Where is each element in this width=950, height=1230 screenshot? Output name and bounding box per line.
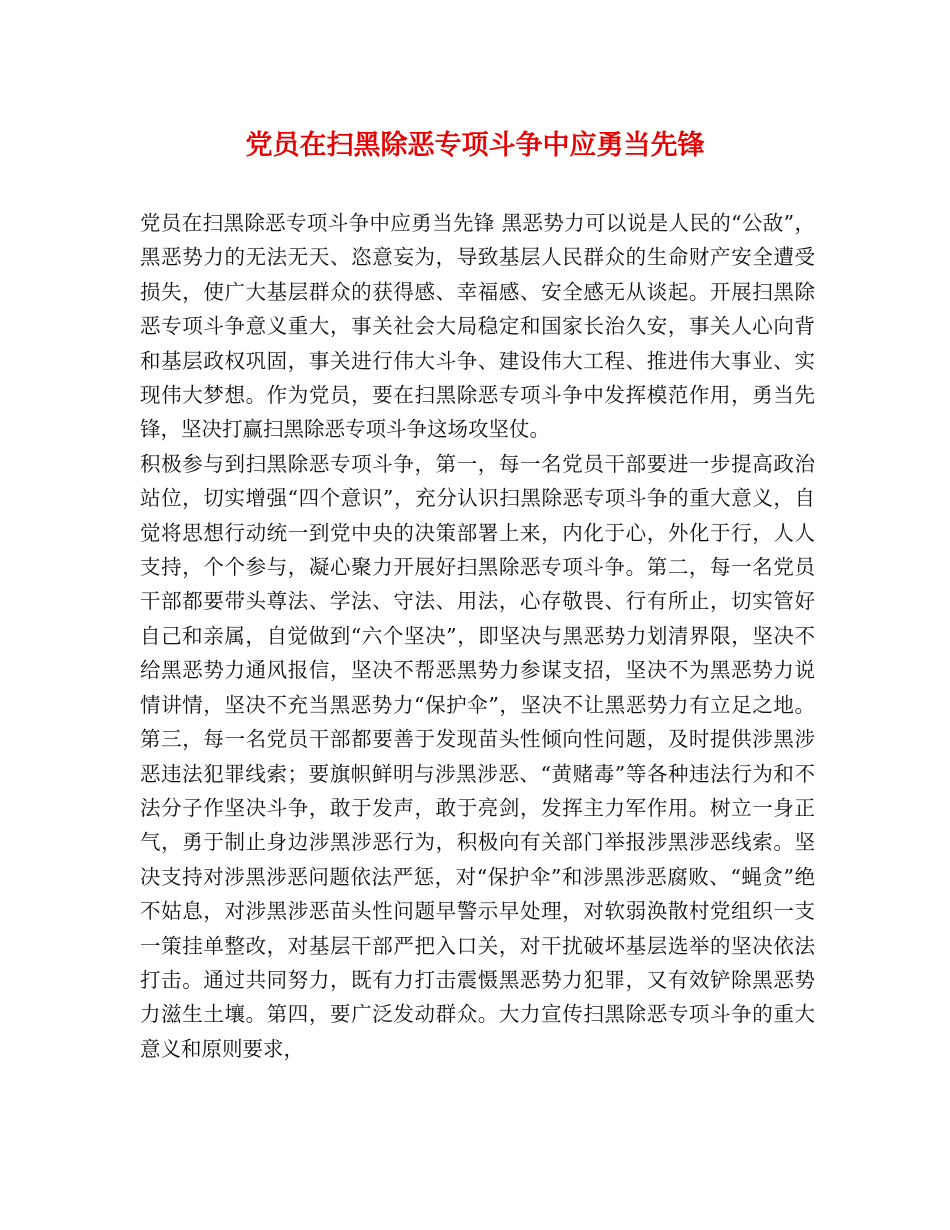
paragraph-intro: 党员在扫黑除恶专项斗争中应勇当先锋 黑恶势力可以说是人民的“公敌”，黑恶势力的无法无天、恣意妄为，导致基层人民群众的生命财产安全遭受损失，使广大基层群众的获得感、幸福感、安全感无从谈起。开展扫黑除恶专项斗争意义重大，事关社会大局稳定和国家长治久安，事关人心向背和基层政权巩固，事关进行伟大斗争、建设伟大工程、推进伟大事业、实现伟大梦想。作为党员，要在扫黑除恶专项斗争中发挥模范作用，勇当先锋，坚决打赢扫黑除恶专项斗争这场攻坚仗。 (140, 211, 815, 442)
document-title: 党员在扫黑除恶专项斗争中应勇当先锋 (245, 130, 705, 161)
document-body (140, 206, 815, 1066)
paragraph-measures: 积极参与到扫黑除恶专项斗争，第一，每一名党员干部要进一步提高政治站位，切实增强“四个意识”，充分认识扫黑除恶专项斗争的重大意义，自觉将思想行动统一到党中央的决策部署上来，内化于心，外化于行，人人支持，个个参与，凝心聚力开展好扫黑除恶专项斗争。第二，每一名党员干部都要带头尊法、学法、守法、用法，心存敬畏、行有所止，切实管好自己和亲属，自觉做到“六个坚决”，即坚决与黑恶势力划清界限，坚决不给黑恶势力通风报信，坚决不帮恶黑势力参谋支招，坚决不为黑恶势力说情讲情，坚决不充当黑恶势力“保护伞”，坚决不让黑恶势力有立足之地。第三，每一名党员干部都要善于发现苗头性倾向性问题，及时提供涉黑涉恶违法犯罪线索；要旗帜鲜明与涉黑涉恶、“黄赌毒”等各种违法行为和不法分子作坚决斗争，敢于发声，敢于亮剑，发挥主力军作用。树立一身正气，勇于制止身边涉黑涉恶行为，积极向有关部门举报涉黑涉恶线索。坚决支持对涉黑涉恶问题依法严惩，对“保护伞”和涉黑涉恶腐败、“蝇贪”绝不姑息，对涉黑涉恶苗头性问题早警示早处理，对软弱涣散村党组织一支一策挂单整改，对基层干部严把入口关，对干扰破坏基层选举的坚决依法打击。通过共同努力，既有力打击震慑黑恶势力犯罪，又有效铲除黑恶势力滋生土壤。第四，要广泛发动群众。大力宣传扫黑除恶专项斗争的重大意义和原则要求， (140, 451, 815, 1061)
